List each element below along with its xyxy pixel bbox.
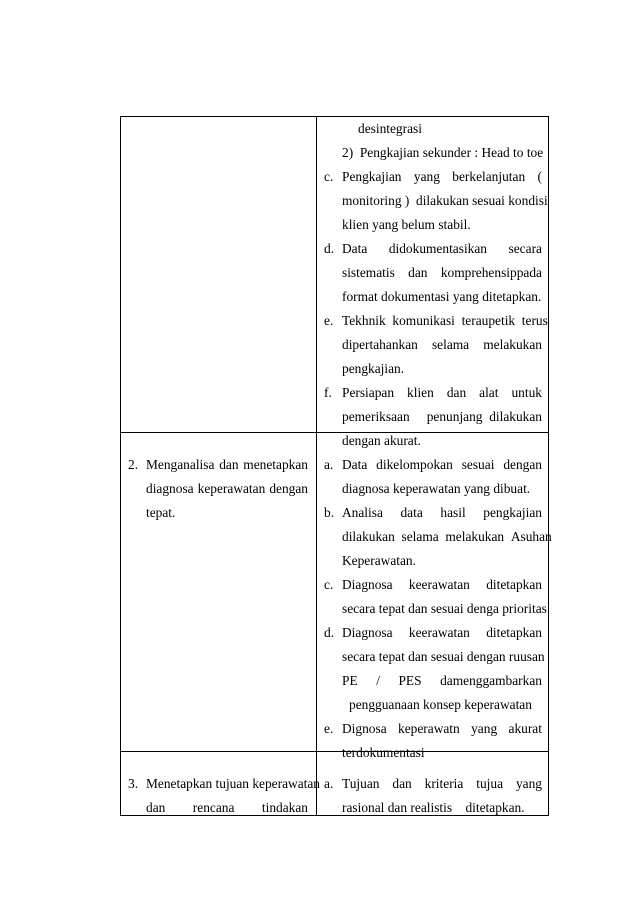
word: Pengkajian xyxy=(342,169,402,184)
word: didokumentasikan xyxy=(388,241,487,256)
row1-item-f-marker: f. xyxy=(324,385,332,400)
row1-item-c-line-1 xyxy=(342,169,542,185)
word: Diagnosa xyxy=(342,625,393,640)
row2-item-a-line-1 xyxy=(342,457,542,473)
word: untuk xyxy=(511,385,542,400)
row2-item-a-marker: a. xyxy=(324,457,334,472)
row1-item-e-line-3: pengkajian. xyxy=(342,361,405,376)
row-divider-2 xyxy=(121,751,548,752)
word: tujua xyxy=(476,776,504,791)
row3-item-a-line-1 xyxy=(342,776,542,792)
word: akurat xyxy=(508,721,542,736)
word: berkelanjutan xyxy=(452,169,526,184)
word: yang xyxy=(413,169,440,184)
word: dan xyxy=(219,457,239,472)
row2-item-c-marker: c. xyxy=(324,577,334,592)
word: secara xyxy=(508,241,542,256)
word: yang xyxy=(515,776,542,791)
row1-item-c-marker: c. xyxy=(324,169,334,184)
row1-item-e-line-1: Tekhnik komunikasi teraupetik terus xyxy=(342,313,548,328)
word: pemeriksaan xyxy=(342,409,410,424)
row1-item-f-line-2 xyxy=(342,409,542,425)
word: klien xyxy=(407,385,434,400)
row1-right-line-pengkajian-sekunder: 2) Pengkajian sekunder : Head to toe xyxy=(342,145,544,160)
word: data xyxy=(400,505,423,520)
word: pengkajian xyxy=(483,505,542,520)
row1-item-f-line-3: dengan akurat. xyxy=(342,433,421,448)
row1-item-c-line-3: klien yang belum stabil. xyxy=(342,217,471,232)
word: Diagnosa xyxy=(342,577,393,592)
word: yang xyxy=(471,721,498,736)
word: sesuai xyxy=(461,457,495,472)
word: damenggambarkan xyxy=(440,673,542,688)
word: ( xyxy=(537,169,542,184)
row1-right-line-desintegrasi: desintegrasi xyxy=(358,121,422,136)
row2-left-line-1 xyxy=(146,457,308,473)
word: dengan xyxy=(269,481,308,496)
row2-item-d-line-2: secara tepat dan sesuai dengan ruusan xyxy=(342,649,545,664)
row1-item-e-marker: e. xyxy=(324,313,334,328)
word: penunjang dilakukan xyxy=(426,409,542,424)
word: Data xyxy=(342,241,368,256)
word: komprehensippada xyxy=(440,265,542,280)
row2-item-d-line-1 xyxy=(342,625,542,641)
word: keerawatan xyxy=(408,625,470,640)
word: menetapkan xyxy=(243,457,308,472)
row2-item-b-line-3: Keperawatan. xyxy=(342,553,416,568)
word: dengan xyxy=(503,457,542,472)
word: / xyxy=(376,673,380,688)
word: dipertahankan xyxy=(342,337,418,352)
word: selama xyxy=(431,337,470,352)
row2-item-c-line-1 xyxy=(342,577,542,593)
word: Menganalisa xyxy=(146,457,215,472)
row2-item-a-line-2: diagnosa keperawatan yang dibuat. xyxy=(342,481,531,496)
row2-item-e-marker: e. xyxy=(324,721,334,736)
word: alat xyxy=(479,385,499,400)
row2-item-b-line-2: dilakukan selama melakukan Asuhan xyxy=(342,529,552,544)
row2-left-line-2 xyxy=(146,481,308,497)
row1-item-d-marker: d. xyxy=(324,241,335,256)
word: keperawatan xyxy=(197,481,266,496)
row2-item-e-line-1 xyxy=(342,721,542,737)
row2-item-b-marker: b. xyxy=(324,505,335,520)
row2-item-d-marker: d. xyxy=(324,625,335,640)
word: Persiapan xyxy=(342,385,395,400)
row2-item-d-line-4: pengguanaan konsep keperawatan xyxy=(349,697,532,712)
row1-item-c-line-2: monitoring ) dilakukan sesuai kondisi xyxy=(342,193,548,208)
word: rencana xyxy=(192,800,235,815)
row2-item-b-line-1 xyxy=(342,505,542,521)
row1-item-f-line-1 xyxy=(342,385,542,401)
word: dan xyxy=(146,800,166,815)
word: Data xyxy=(342,457,368,472)
row2-left-line-3: tepat. xyxy=(146,505,176,520)
row2-left-marker: 2. xyxy=(128,457,139,472)
row1-item-d-line-3: format dokumentasi yang ditetapkan. xyxy=(342,289,542,304)
row1-item-d-line-1 xyxy=(342,241,542,257)
column-divider xyxy=(316,117,317,815)
word: dan xyxy=(446,385,467,400)
word: diagnosa xyxy=(146,481,194,496)
row2-item-c-line-2: secara tepat dan sesuai denga prioritas xyxy=(342,601,547,616)
row3-left-line-2 xyxy=(146,800,308,816)
word: ditetapkan xyxy=(486,577,542,592)
word: tindakan xyxy=(261,800,308,815)
row3-left-line-1: Menetapkan tujuan keperawatan xyxy=(146,776,320,791)
row1-item-e-line-2 xyxy=(342,337,542,353)
row2-item-d-line-3 xyxy=(342,673,542,689)
row2-item-e-line-2: terdokumentasi xyxy=(342,745,425,760)
word: PE xyxy=(342,673,358,688)
word: Tujuan xyxy=(342,776,380,791)
row3-item-a-line-2: rasional dan realistis ditetapkan. xyxy=(342,800,525,815)
word: melakukan xyxy=(483,337,542,352)
word: dan xyxy=(392,776,412,791)
row3-left-marker: 3. xyxy=(128,776,139,791)
word: ditetapkan xyxy=(486,625,542,640)
word: hasil xyxy=(440,505,466,520)
row3-item-a-marker: a. xyxy=(324,776,334,791)
word: dikelompokan xyxy=(376,457,453,472)
word: keperawatn xyxy=(398,721,460,736)
word: Dignosa xyxy=(342,721,387,736)
word: sistematis xyxy=(342,265,395,280)
word: dan xyxy=(408,265,428,280)
word: keerawatan xyxy=(408,577,470,592)
row1-item-d-line-2 xyxy=(342,265,542,281)
row-divider-1 xyxy=(121,432,548,433)
word: PES xyxy=(398,673,422,688)
word: Analisa xyxy=(342,505,383,520)
word: kriteria xyxy=(424,776,464,791)
